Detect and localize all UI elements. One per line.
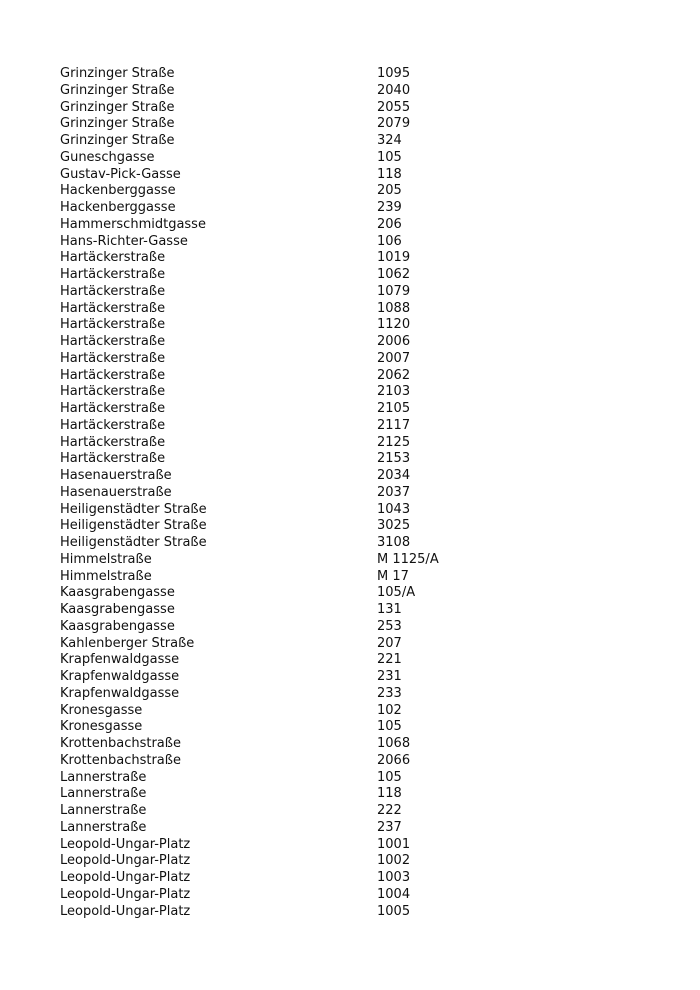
list-item	[60, 250, 520, 267]
address-number: 105	[377, 149, 402, 165]
address-number: 131	[377, 602, 402, 617]
address-number: 2117	[377, 417, 411, 433]
street-name: Himmelstraße	[60, 551, 152, 567]
street-name: Leopold-Ungar-Platz	[60, 903, 191, 919]
street-name: Krapfenwaldgasse	[60, 685, 180, 701]
address-number: 2062	[377, 367, 411, 383]
address-number: 2034	[377, 468, 411, 483]
address-number: 1004	[377, 886, 411, 902]
list-item	[60, 435, 520, 452]
street-name: Hackenberggasse	[60, 183, 176, 199]
street-name: Hartäckerstraße	[60, 367, 166, 383]
street-name: Leopold-Ungar-Platz	[60, 870, 191, 885]
address-number: 206	[377, 216, 402, 232]
list-item	[60, 770, 520, 787]
list-item	[60, 602, 520, 619]
list-item	[60, 418, 520, 435]
address-number: 118	[377, 166, 402, 182]
list-item	[60, 116, 520, 133]
list-item	[60, 351, 520, 368]
list-item	[60, 803, 520, 820]
street-name: Krottenbachstraße	[60, 752, 181, 768]
list-item	[60, 619, 520, 636]
list-item	[60, 502, 520, 519]
address-number: 205	[377, 183, 402, 199]
address-number: 2007	[377, 350, 411, 366]
street-name: Hartäckerstraße	[60, 434, 166, 450]
address-number: 102	[377, 702, 402, 718]
street-name: Lannerstraße	[60, 819, 147, 835]
address-number: 2079	[377, 116, 411, 132]
street-name: Lannerstraße	[60, 769, 147, 785]
address-number: 105	[377, 769, 402, 785]
address-number: 1001	[377, 836, 411, 852]
street-name: Heiligenstädter Straße	[60, 518, 207, 534]
list-item	[60, 585, 520, 602]
address-number: 1043	[377, 501, 411, 517]
list-item	[60, 167, 520, 184]
list-item	[60, 150, 520, 167]
list-item	[60, 786, 520, 803]
street-name: Krapfenwaldgasse	[60, 652, 180, 668]
street-name: Grinzinger Straße	[60, 82, 175, 98]
address-number: 239	[377, 200, 402, 215]
list-item	[60, 83, 520, 100]
street-name: Guneschgasse	[60, 149, 155, 165]
address-number: 105	[377, 719, 402, 735]
street-name: Hartäckerstraße	[60, 417, 166, 433]
address-number: M 1125/A	[377, 551, 439, 567]
street-name: Grinzinger Straße	[60, 99, 175, 115]
street-name: Hartäckerstraße	[60, 384, 166, 400]
address-number: 2040	[377, 82, 411, 98]
address-number: 1120	[377, 317, 411, 333]
list-item	[60, 887, 520, 904]
address-number: 3108	[377, 535, 411, 550]
address-number: 1003	[377, 870, 411, 885]
address-number: 105/A	[377, 585, 416, 601]
list-item	[60, 485, 520, 502]
address-number: 106	[377, 233, 402, 249]
address-number: 2105	[377, 401, 411, 416]
list-item	[60, 904, 520, 921]
list-item	[60, 820, 520, 837]
address-number: 222	[377, 803, 402, 818]
list-item	[60, 267, 520, 284]
street-name: Hartäckerstraße	[60, 283, 166, 299]
street-name: Hasenauerstraße	[60, 468, 172, 483]
street-name: Kronesgasse	[60, 719, 143, 735]
address-number: 1088	[377, 300, 411, 316]
street-name: Kahlenberger Straße	[60, 635, 195, 651]
address-number: M 17	[377, 568, 409, 584]
list-item	[60, 451, 520, 468]
street-name: Grinzinger Straße	[60, 133, 175, 148]
list-item	[60, 384, 520, 401]
street-name: Kaasgrabengasse	[60, 618, 175, 634]
list-item	[60, 317, 520, 334]
address-number: 1068	[377, 736, 411, 751]
list-item	[60, 870, 520, 887]
address-number: 2066	[377, 752, 411, 768]
street-name: Leopold-Ungar-Platz	[60, 836, 191, 852]
street-name: Krapfenwaldgasse	[60, 669, 180, 684]
street-name: Himmelstraße	[60, 568, 152, 584]
street-name: Heiligenstädter Straße	[60, 535, 207, 550]
address-number: 2153	[377, 451, 411, 467]
address-number: 2103	[377, 384, 411, 400]
street-name: Hackenberggasse	[60, 200, 176, 215]
list-item	[60, 853, 520, 870]
address-number: 2055	[377, 99, 411, 115]
address-number: 1019	[377, 250, 411, 266]
list-item	[60, 669, 520, 686]
list-item	[60, 217, 520, 234]
street-name: Hasenauerstraße	[60, 484, 172, 500]
list-item	[60, 301, 520, 318]
street-name: Hartäckerstraße	[60, 451, 166, 467]
address-number: 2037	[377, 484, 411, 500]
list-item	[60, 133, 520, 150]
list-item	[60, 719, 520, 736]
list-item	[60, 636, 520, 653]
street-name: Hartäckerstraße	[60, 334, 166, 349]
street-name: Krottenbachstraße	[60, 736, 181, 751]
street-name: Hartäckerstraße	[60, 250, 166, 266]
list-item	[60, 401, 520, 418]
address-number: 1062	[377, 267, 411, 282]
address-number: 1079	[377, 283, 411, 299]
street-name: Grinzinger Straße	[60, 66, 175, 81]
street-name: Hartäckerstraße	[60, 401, 166, 416]
list-item	[60, 703, 520, 720]
list-item	[60, 518, 520, 535]
address-number: 221	[377, 652, 402, 668]
list-item	[60, 569, 520, 586]
address-number: 207	[377, 635, 402, 651]
list-item	[60, 100, 520, 117]
address-number: 324	[377, 133, 402, 148]
list-item	[60, 837, 520, 854]
address-number: 237	[377, 819, 402, 835]
street-name: Gustav-Pick-Gasse	[60, 166, 181, 182]
list-item	[60, 753, 520, 770]
address-number: 1002	[377, 853, 411, 869]
address-number: 3025	[377, 518, 411, 534]
address-list	[60, 66, 520, 920]
street-name: Hans-Richter-Gasse	[60, 233, 188, 249]
street-name: Hartäckerstraße	[60, 267, 166, 282]
address-number: 231	[377, 669, 402, 684]
list-item	[60, 334, 520, 351]
address-number: 2006	[377, 334, 411, 349]
street-name: Hartäckerstraße	[60, 300, 166, 316]
street-name: Heiligenstädter Straße	[60, 501, 207, 517]
list-item	[60, 652, 520, 669]
address-number: 1095	[377, 66, 411, 81]
address-number: 1005	[377, 903, 411, 919]
street-name: Leopold-Ungar-Platz	[60, 886, 191, 902]
list-item	[60, 552, 520, 569]
list-item	[60, 736, 520, 753]
address-number: 233	[377, 685, 402, 701]
list-item	[60, 468, 520, 485]
street-name: Grinzinger Straße	[60, 116, 175, 132]
list-item	[60, 66, 520, 83]
list-item	[60, 183, 520, 200]
address-number: 118	[377, 786, 402, 802]
list-item	[60, 234, 520, 251]
street-name: Lannerstraße	[60, 803, 147, 818]
street-name: Hartäckerstraße	[60, 317, 166, 333]
street-name: Hammerschmidtgasse	[60, 216, 206, 232]
street-name: Lannerstraße	[60, 786, 147, 802]
address-number: 2125	[377, 434, 411, 450]
street-name: Leopold-Ungar-Platz	[60, 853, 191, 869]
street-name: Kronesgasse	[60, 702, 143, 718]
address-number: 253	[377, 618, 402, 634]
list-item	[60, 535, 520, 552]
street-name: Hartäckerstraße	[60, 350, 166, 366]
list-item	[60, 686, 520, 703]
street-name: Kaasgrabengasse	[60, 602, 175, 617]
list-item	[60, 200, 520, 217]
street-name: Kaasgrabengasse	[60, 585, 175, 601]
list-item	[60, 368, 520, 385]
list-item	[60, 284, 520, 301]
